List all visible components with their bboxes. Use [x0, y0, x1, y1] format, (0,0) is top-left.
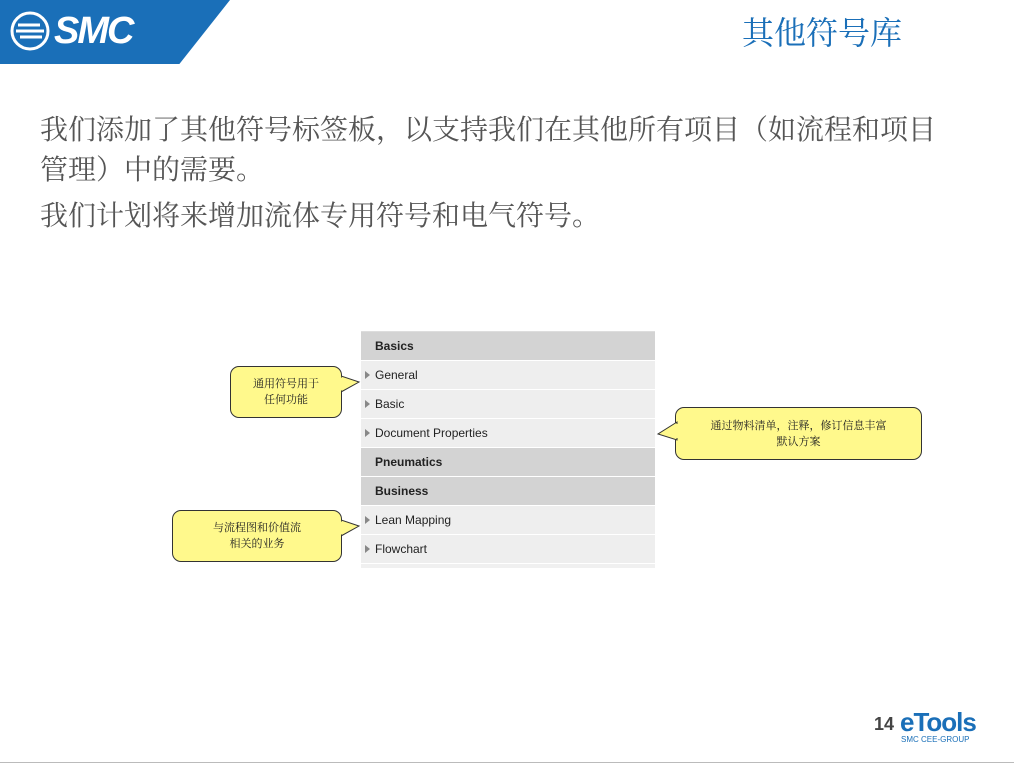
expand-triangle-icon: [365, 516, 370, 524]
panel-row-label: Document Properties: [375, 426, 488, 440]
panel-item-basic[interactable]: [361, 390, 655, 419]
etools-subtitle: SMC CEE-GROUP: [901, 735, 970, 744]
panel-row-label: Flowchart: [375, 542, 428, 556]
panel-item-lean-mapping[interactable]: [361, 506, 655, 535]
smc-swirl-icon: [10, 11, 50, 51]
body-text: [40, 110, 960, 242]
logo-text: SMC: [54, 9, 133, 52]
panel-row-label: Pneumatics: [375, 455, 443, 469]
panel-header-business[interactable]: [361, 477, 655, 506]
panel-header-basics[interactable]: [361, 332, 655, 361]
callout-general: [230, 366, 342, 418]
symbol-library-panel: [361, 331, 655, 568]
expand-triangle-icon: [365, 429, 370, 437]
panel-item-general[interactable]: [361, 361, 655, 390]
expand-triangle-icon: [365, 400, 370, 408]
etools-logo: eTools: [900, 707, 976, 737]
callout-document: [675, 407, 922, 460]
callout-pointer: [656, 418, 678, 448]
panel-row-label: Lean Mapping: [375, 513, 452, 527]
slide-title: 其他符号库: [741, 14, 902, 52]
paragraph-1: 我们添加了其他符号标签板，以支持我们在其他所有项目（如流程和项目管理）中的需要。: [40, 113, 937, 186]
paragraph-2: 我们计划将来增加流体专用符号和电气符号。: [40, 199, 601, 232]
callout-text: 与流程图和价值流 相关的业务: [213, 521, 301, 550]
panel-item-document-properties[interactable]: [361, 419, 655, 448]
panel-item-flowchart[interactable]: [361, 535, 655, 564]
callout-text: 通用符号用于 任何功能: [253, 377, 319, 406]
panel-row-label: General: [375, 368, 418, 382]
callout-pointer: [341, 372, 361, 412]
panel-row-label: Basic: [375, 397, 405, 411]
panel-row-label: Business: [375, 484, 429, 498]
page-number: 14: [874, 714, 895, 734]
panel-header-pneumatics[interactable]: [361, 448, 655, 477]
expand-triangle-icon: [365, 371, 370, 379]
callout-pointer: [341, 516, 361, 556]
callout-text: 通过物料清单，注释，修订信息丰富 默认方案: [710, 418, 887, 448]
footer-divider: [0, 762, 1014, 763]
panel-row-label: Basics: [375, 339, 414, 353]
callout-business: [172, 510, 342, 562]
smc-logo: [10, 8, 132, 54]
expand-triangle-icon: [365, 545, 370, 553]
